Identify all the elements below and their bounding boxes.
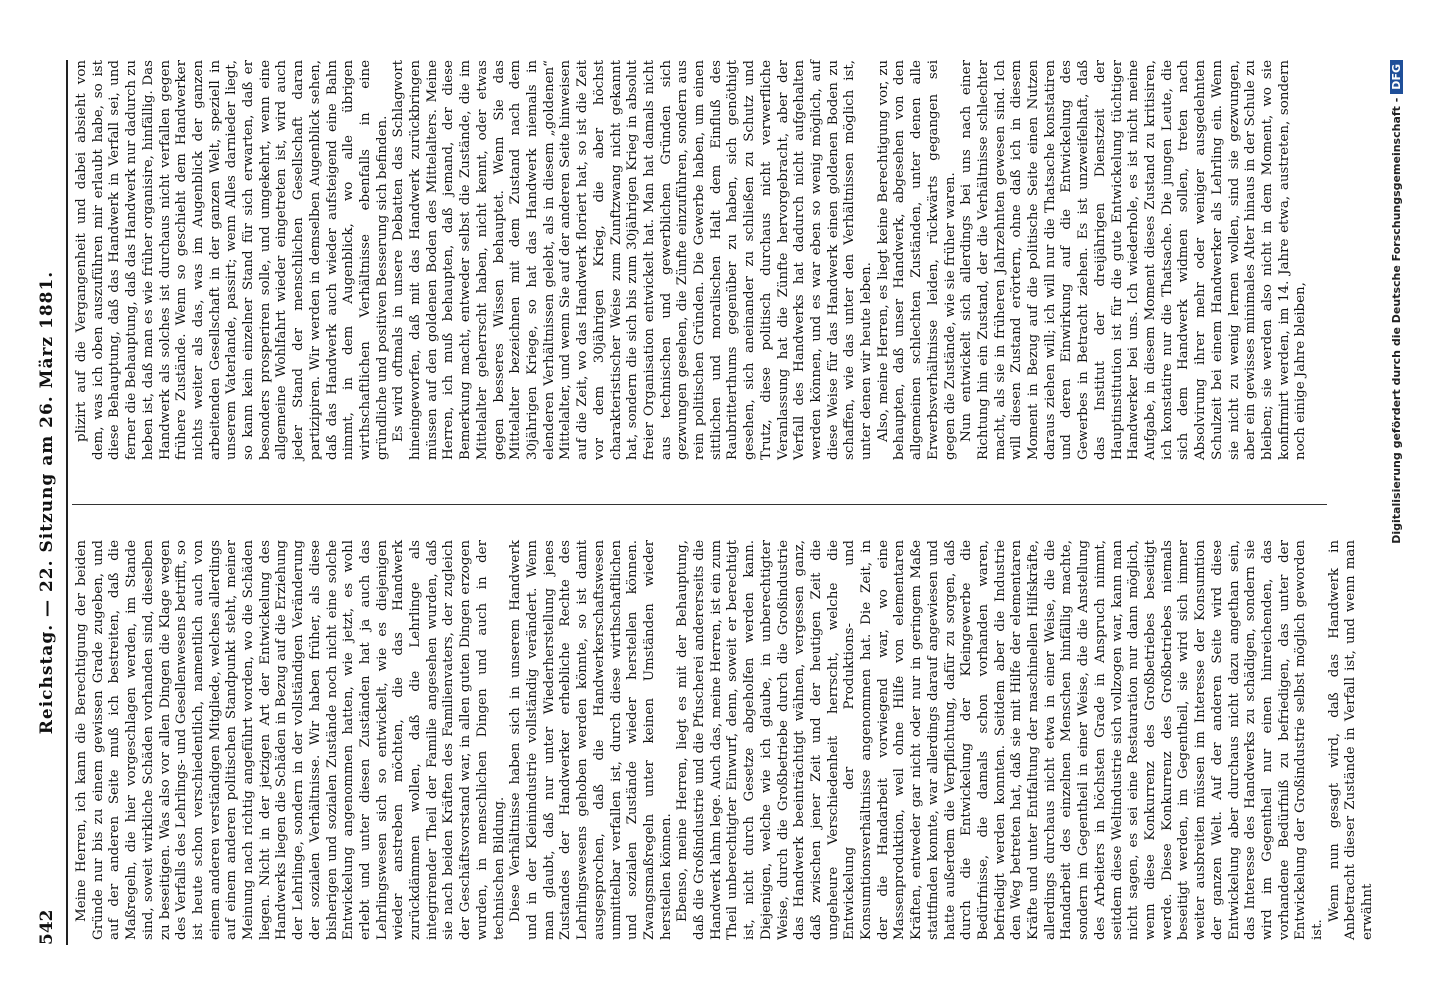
header-rule — [66, 60, 68, 945]
page-header — [35, 60, 63, 945]
paragraph: Meine Herren, ich kann die Berechtigung der beiden Gründe nur bis zu einem gewissen Grade zugeben, und auf der anderen Seite muß ich bestreiten, daß die Maßregeln, die hier vorgeschlagen werden, im Stande sind, soweit wirkliche Schäden vorhanden sind, dieselben zu beseitigen. Was also vor allen Dingen die Klage wegen des Verfalls des Lehrlings- und Gesellenwesens betrifft, so ist heute schon verschiedentlich, namentlich auch von einem anderen verständigen Mitgliede, welches allerdings auf einem anderen politischen Standpunkt steht, meiner Meinung nach richtig angeführt worden, wo die Schäden liegen. Nicht in der jetzigen Art der Entwickelung des Handwerks liegen die Schäden in Bezug auf die Erziehung der Lehrlinge, sondern in der vollständigen Veränderung der sozialen Verhältnisse. Wir haben früher, als diese bisherigen und sozialen Zustände noch nicht eine solche Entwickelung angenommen hatten, wie jetzt, es wohl erlebt und unter diesen Zuständen hat ja auch das Lehrlingswesen sich so entwickelt, wie es diejenigen wieder anstreben möchten, die das Handwerk zurückdämmen wollen, daß die Lehrlinge als integrirender Theil der Familie angesehen wurden, daß sie nach beiden Kräften des Familienvaters, der zugleich der Geschäftsvorstand war, in allen guten Dingen erzogen wurden, in menschlichen Dingen und auch in der technischen Bildung. — [74, 540, 507, 940]
paragraph: Ebenso, meine Herren, liegt es mit der Behauptung, daß die Großindustrie und die Pfuscherei andererseits die Handwerk lahm lege. Auch das, meine Herren, ist ein zum Theil unberechtigter Einwurf, denn, soweit er berechtigt ist, nicht durch Gesetze abgeholfen werden kann. Diejenigen, welche wie ich glaube, in unberechtigter Weise, durch die Großbetriebe durch die Großindustrie das Handwerk beeinträchtigt wähnen, vergessen ganz, daß zwischen jener Zeit und der heutigen Zeit die ungeheure Verschiedenheit herrscht, welche die Entwickelung der Produktions- und Konsumtionsverhältnisse angenommen hat. Die Zeit, in der die Handarbeit vorwiegend war, wo eine Massenproduktion, weil ohne Hilfe von elementaren Kräften, entweder gar nicht oder nur in geringem Maße stattfinden konnte, war allerdings darauf angewiesen und hatte außerdem die Verpflichtung, dafür zu sorgen, daß durch die Entwickelung der Kleingewerbe die Bedürfnisse, die damals schon vorhanden waren, befriedigt werden konnten. Seitdem aber die Industrie den Weg betreten hat, daß sie mit Hilfe der elementaren Kräfte und unter Entfaltung der maschinellen Hilfskräfte, allerdings durchaus nicht etwa in einer Weise, die die Handarbeit des einzelnen Menschen hinfällig machte, sondern im Gegentheil in einer Weise, die die Anstellung des Arbeiters in höchsten Grade in Anspruch nimmt, seitdem diese Weltindustrie sich vollzogen war, kann man nicht sagen, es sei eine Restauration nur dann möglich, wenn diese Konkurrenz des Großbetriebes beseitigt werde. Diese Konkurrenz des Großbetriebes niemals beseitigt werden, im Gegentheil, sie wird sich immer weiter ausbreiten müssen im Interesse der Konsumtion der ganzen Welt. Auf der anderen Seite wird diese Entwickelung aber durchaus nicht dazu angethan sein, das Interesse des Handwerks zu schädigen, sondern sie wird im Gegentheil nur einen hinreichenden, das vorhandene Bedürfniß zu befriedigen, das unter der Entwickelung der Großindustrie selbst möglich geworden ist. — [675, 540, 1326, 940]
paragraph: Also, meine Herren, es liegt keine Berechtigung vor, zu behaupten, daß unser Handwerk, abgesehen von den allgemeinen schlechten Zuständen, unter denen alle Erwerbsverhältnisse leiden, rückwärts gegangen sei gegen die Zustände, wie sie früher waren. — [875, 60, 958, 460]
paragraph: plizirt auf die Vergangenheit und dabei absieht von dem, was ich oben auszuführen mir erlaubt habe, so ist diese Behauptung, daß das Handwerk in Verfall sei, und ferner die Behauptung, daß das Handwerk nur dadurch zu heben ist, daß man es wie früher organisire, hinfällig. Das Handwerk als solches ist durchaus nicht verfallen gegen frühere Zustände. Wenn so geschieht dem Handwerker nichts weiter als das, was im Augenblick der ganzen arbeitenden Gesellschaft in der ganzen Welt, speziell in unserem Vaterlande, passirt; wenn Alles darnieder liegt, so kann kein einzelner Stand für sich erwarten, daß er besonders prosperiren solle, und umgekehrt, wenn eine allgemeine Wohlfahrt wieder eingetreten ist, wird auch jeder Stand der menschlichen Gesellschaft daran partizipiren. Wir werden in demselben Augenblick sehen, daß das Handwerk auch wieder aufsteigend eine Bahn nimmt, in dem Augenblick, wo alle übrigen wirthschaftlichen Verhältnisse ebenfalls in eine gründliche und positiven Besserung sich befinden. — [74, 60, 390, 460]
column-divider — [72, 504, 1327, 505]
digitization-credit-text: Digitalisierung gefördert durch die Deutsche Forschungsgemeinschaft - — [1390, 97, 1403, 544]
running-title: Reichstag. — 22. Sitzung am 26. März 1881. — [37, 270, 57, 735]
paragraph: Diese Verhältnisse haben sich in unserem Handwerk und in der Kleinindustrie vollständig verändert. Wenn man glaubt, daß nur unter Wiederherstellung jenes Zustandes der Handwerker erhebliche Rechte des Lehrlingswesens gehoben werden könnte, so ist damit ausgesprochen, daß die Handwerkerschaftswesen unmittelbar verfallen ist, durch diese wirthschaftlichen und sozialen Zustände wieder herstellen können. Zwangsmaßregeln unter keinen Umständen wieder herstellen können. — [508, 540, 674, 940]
left-column — [74, 540, 1376, 940]
paragraph: Es wird oftmals in unsere Debatten das Schlagwort hineingeworfen, daß mit das Handwerk zurückbringen müssen auf den goldenen Boden des Mittelalters. Meine Herren, ich muß behaupten, daß jemand, der diese Bemerkung macht, entweder selbst die Zustände, die im Mittelalter geherrscht haben, nicht kennt, oder etwas gegen besseres Wissen behauptet. Wenn Sie das Mittelalter bezeichnen mit dem Zustand nach dem 30jährigen Kriege, so hat das Handwerk niemals in elenderen Verhältnissen gelebt, als in diesem „goldenen“ Mittelalter, und wenn Sie auf der anderen Seite hinweisen auf die Zeit, wo das Handwerk floriert hat, so ist die Zeit vor dem 30jährigen Krieg, die aber höchst charakteristischer Weise zum Zunftzwang nicht gekannt hat, sondern die sich bis zum 30jährigen Krieg in absolut freier Organisation entwickelt hat. Man hat damals nicht aus technischen und gewerblichen Gründen sich gezwungen gesehen, die Zünfte einzuführen, sondern aus rein politischen Gründen. Die Gewerbe haben, um einen sittlichen und moralischen Halt dem Einfluß des Raubritterthums gegenüber zu haben, sich genöthigt gesehen, sich aneinander zu schließen zu Schutz und Trutz, diese politisch durchaus nicht verwerfliche Veranlassung hat die Zünfte hervorgebracht, aber der Verfall des Handwerks hat dadurch nicht aufgehalten werden können, und es war eben so wenig möglich, auf diese Weise für das Handwerk einen goldenen Boden zu schaffen, wie das unter den Verhältnissen möglich ist, unter denen wir heute leben. — [391, 60, 875, 460]
paragraph: Nun entwickelt sich allerdings bei uns nach einer Richtung hin ein Zustand, der die Verhältnisse schlechter macht, als sie in früheren Jahrzehnten gewesen sind. Ich will diesen Zustand erörtern, ohne daß ich in diesem Moment in Bezug auf die politische Seite einen Nutzen daraus ziehen will; ich will nur die Thatsache konstatiren und deren Einwirkung auf die Entwickelung des Gewerbes in Betracht ziehen. Es ist unzweifelhaft, daß das Institut der dreijährigen Dienstzeit der Hauptinstitution ist für die gute Entwickelung tüchtiger Handwerker bei uns. Ich wiederhole, es ist nicht meine Aufgabe, in diesem Moment dieses Zustand zu kritisiren, ich konstatire nur die Thatsache. Die jungen Leute, die sich dem Handwerk widmen sollen, treten nach Absolvirung ihrer mehr oder weniger ausgedehnten Schulzeit bei einem Handwerker als Lehrling ein. Wenn sie nicht zu wenig lernen wollen, sind sie gezwungen, aber ein gewisses minimales Alter hinaus in der Schule zu bleiben; sie werden also nicht in dem Moment, wo sie konfirmirt werden, im 14. Jahre etwa, austreten, sondern noch einige Jahre bleiben, — [959, 60, 1309, 460]
page-number: 542 — [37, 909, 57, 945]
paragraph: Wenn nun gesagt wird, daß das Handwerk in Anbetracht dieser Zustände in Verfall ist, und wenn man erwähnt — [1326, 540, 1376, 940]
digitization-credit — [1390, 60, 1403, 940]
right-column — [74, 60, 1324, 460]
dfg-logo: DFG — [1390, 60, 1403, 94]
